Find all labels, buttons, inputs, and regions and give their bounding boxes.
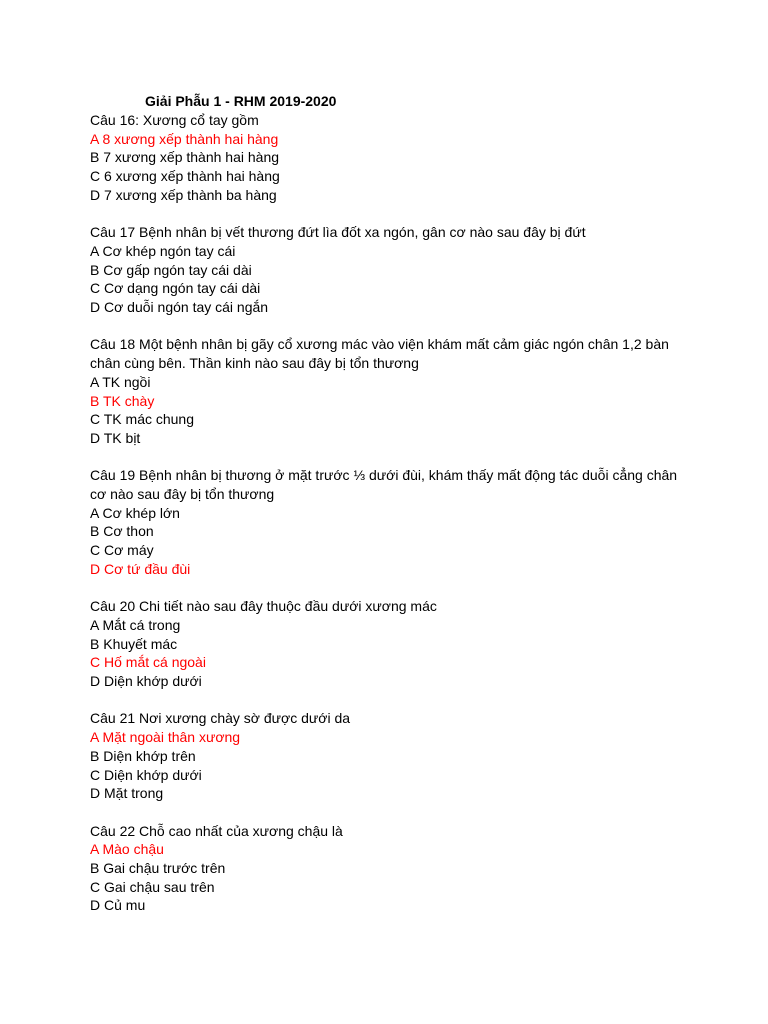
question-stem: Câu 21 Nơi xương chày sờ được dưới da xyxy=(90,710,351,727)
answer-option-correct: A Mào chậu xyxy=(90,841,164,858)
answer-option-correct: A Mặt ngoài thân xương xyxy=(90,729,241,746)
answer-option: B 7 xương xếp thành hai hàng xyxy=(90,149,280,166)
answer-option-correct: C Hố mắt cá ngoài xyxy=(90,654,206,671)
answer-option-correct: D Cơ tứ đầu đùi xyxy=(90,560,191,577)
answer-option-correct: A 8 xương xếp thành hai hàng xyxy=(90,130,279,147)
answer-option: C Gai chậu sau trên xyxy=(90,878,215,895)
answer-option: A Mắt cá trong xyxy=(90,616,181,633)
question-stem: Câu 18 Một bệnh nhân bị gãy cổ xương mác vào viện khám mất cảm giác ngón chân 1,2 bàn chân cùng bên. Thần kinh nào sau đây bị tổn thương xyxy=(90,336,669,372)
question-list xyxy=(90,111,690,934)
question-22 xyxy=(90,822,690,916)
answer-option: C 6 xương xếp thành hai hàng xyxy=(90,168,280,185)
question-stem: Câu 20 Chi tiết nào sau đây thuộc đầu dưới xương mác xyxy=(90,598,437,615)
document-title: Giải Phẫu 1 - RHM 2019-2020 xyxy=(145,93,337,109)
answer-option-correct: B TK chày xyxy=(90,392,155,409)
answer-option: C Cơ máy xyxy=(90,542,154,559)
question-16 xyxy=(90,111,690,205)
answer-option: D Mặt trong xyxy=(90,785,164,802)
question-stem: Câu 17 Bệnh nhân bị vết thương đứt lìa đốt xa ngón, gân cơ nào sau đây bị đứt xyxy=(90,224,586,241)
question-19 xyxy=(90,466,690,578)
answer-option: A TK ngồi xyxy=(90,373,151,390)
question-stem: Câu 19 Bệnh nhân bị thương ở mặt trước ⅓ dưới đùi, khám thấy mất động tác duỗi cẳng chân cơ nào sau đây bị tổn thương xyxy=(90,467,678,503)
answer-option: C Diện khớp dưới xyxy=(90,766,202,783)
question-17 xyxy=(90,223,690,317)
answer-option: C TK mác chung xyxy=(90,411,195,428)
question-stem: Câu 22 Chỗ cao nhất của xương chậu là xyxy=(90,822,343,839)
answer-option: B Gai chậu trước trên xyxy=(90,860,226,877)
answer-option: D Củ mu xyxy=(90,897,146,914)
answer-option: B Cơ gấp ngón tay cái dài xyxy=(90,261,252,278)
answer-option: C Cơ dạng ngón tay cái dài xyxy=(90,280,261,297)
answer-option: A Cơ khép ngón tay cái xyxy=(90,242,236,259)
answer-option: A Cơ khép lớn xyxy=(90,504,180,521)
answer-option: D 7 xương xếp thành ba hàng xyxy=(90,186,277,203)
answer-option: D Cơ duỗi ngón tay cái ngắn xyxy=(90,299,269,316)
answer-option: B Cơ thon xyxy=(90,523,154,540)
answer-option: B Khuyết mác xyxy=(90,635,178,652)
answer-option: B Diện khớp trên xyxy=(90,747,196,764)
question-21 xyxy=(90,709,690,803)
question-20 xyxy=(90,597,690,691)
question-stem: Câu 16: Xương cổ tay gồm xyxy=(90,112,259,128)
answer-option: D Diện khớp dưới xyxy=(90,673,202,690)
answer-option: D TK bịt xyxy=(90,429,141,446)
question-18 xyxy=(90,335,690,447)
